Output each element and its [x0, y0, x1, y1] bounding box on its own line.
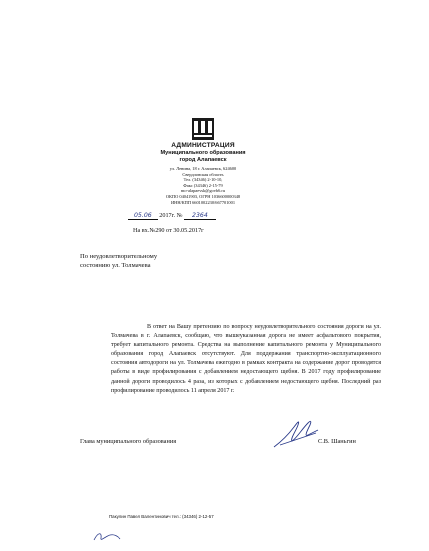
executor-contact: Пакулин Павел Валентинович тел.: (34346) 2-12-57: [109, 514, 214, 519]
org-title: АДМИНИСТРАЦИЯ: [171, 142, 235, 149]
address-line: Факс (34346) 2-15-79: [183, 182, 223, 188]
address-line: Свердловская область: [182, 171, 224, 177]
org-line-3: город Алапаевск: [179, 157, 227, 163]
executor-initials-mark: [92, 530, 122, 549]
signatory-name: С.В. Шаньгин: [318, 438, 356, 445]
handwritten-signature: [270, 415, 320, 456]
address-line: ИНН/КПП 6601002230/667701001: [170, 199, 236, 205]
incoming-reference: На вх.№290 от 30.05.2017г: [133, 227, 204, 234]
address-line: ул. Ленина, 18 г. Алапаевск, 624600: [169, 166, 237, 171]
letter-subject: [80, 252, 220, 270]
org-address-block: [103, 166, 303, 205]
signatory-role: Глава муниципального образования: [80, 438, 177, 445]
address-line: ОКПО 04041903, ОГРН 1036600000348: [165, 193, 241, 199]
year-number-label: 2017г. №: [159, 212, 183, 219]
handwritten-number: 2364: [184, 212, 216, 220]
outgoing-date-number-line: [128, 212, 216, 219]
address-line: Тел. (34346) 2-10-10,: [183, 177, 223, 183]
letter-body: [111, 323, 381, 396]
handwritten-date: 05.06: [128, 212, 158, 220]
subject-line: По неудовлетворительному: [80, 253, 158, 260]
coat-of-arms-emblem: [192, 118, 214, 140]
body-paragraph: В ответ на Вашу претензию по вопросу неудовлетворительного состояния дороги на ул. Толмачева в г. Алапаевск, сообщаю, что вышеуказанная дорога не имеет асфальтового покрытия, требует капитального ремонта. Средства на выполнение капитального ремонта у Муниципального образования город Алапаевск отсутствуют. Для поддержания транспортно-эксплуатационного состояния автодороги на ул. Толмачева ежегодно в рамках контракта на содержание дорог проводятся работы в виде профилирования с добавлением недостающего щебня. В 2017 году профилирование данной дороги проводилось 4 раза, из которых с добавлением недостающего щебня. Последний раз профилирование проводилось 11 апреля 2017 г.: [111, 324, 381, 394]
org-line-2: Муниципального образования: [160, 150, 246, 156]
subject-line: состоянию ул. Толмачева: [80, 262, 151, 269]
address-line: mo-alapaevsk@govb6.ru: [180, 188, 226, 194]
